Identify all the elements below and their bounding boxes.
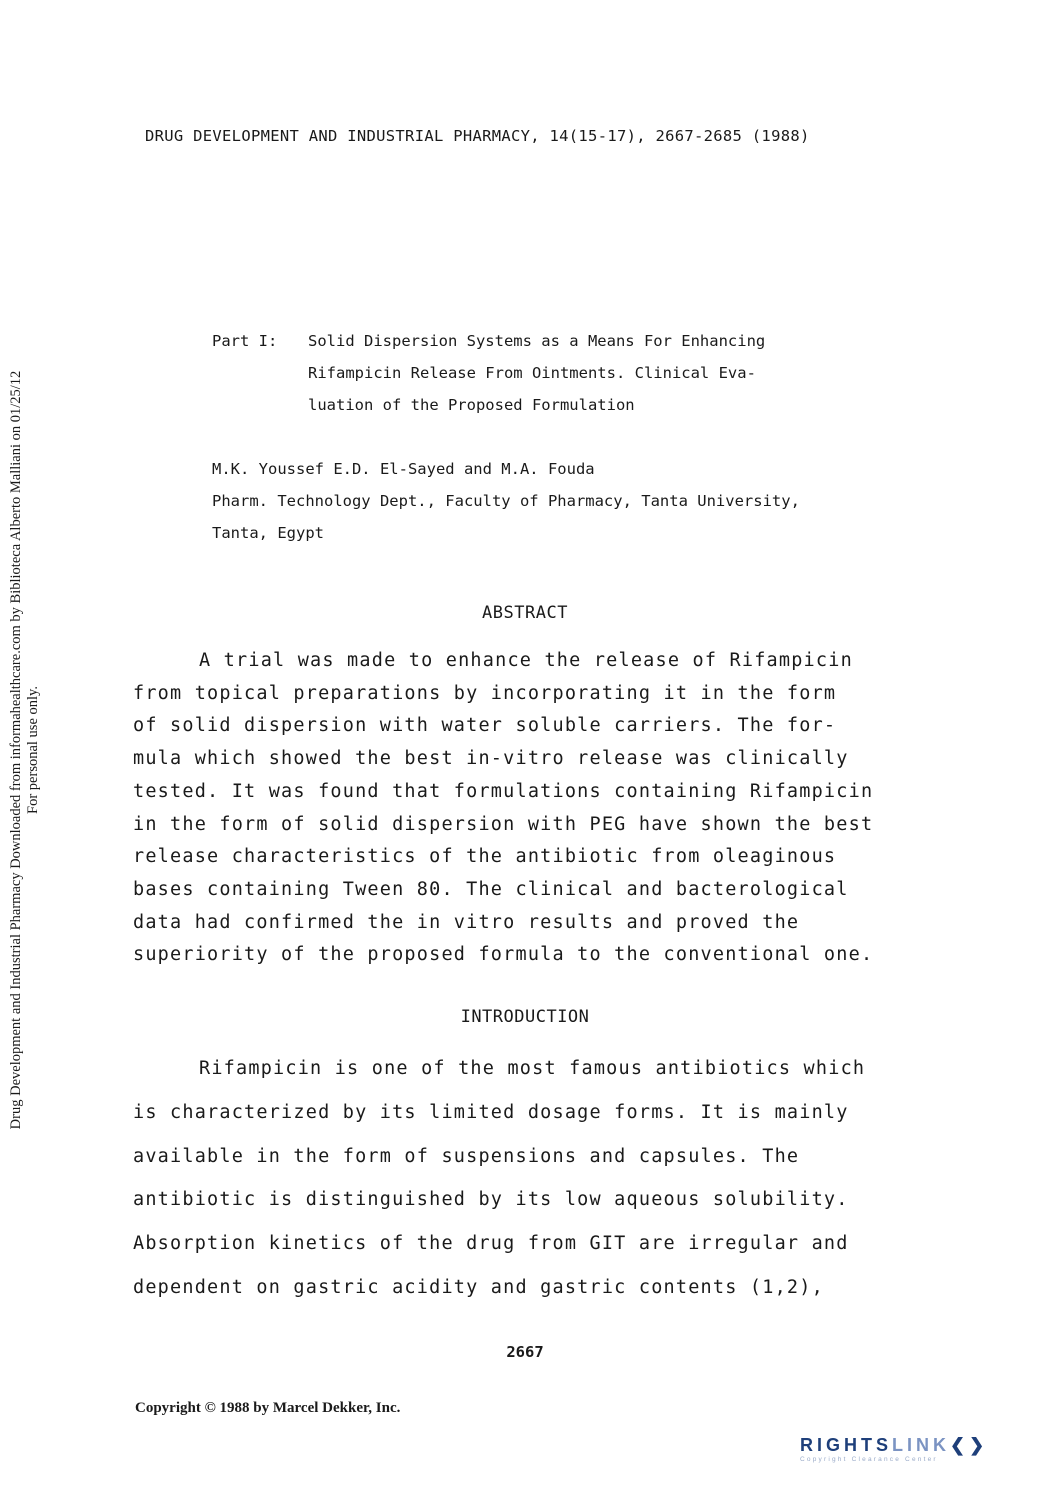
download-notice-line: Drug Development and Industrial Pharmacy Downloaded from informahealthcare.com by Biblioteca Alberto Malliani on 01/25/12 [8,370,24,1130]
abstract-line: from topical preparations by incorporating it in the form [133,682,837,704]
abstract-heading: ABSTRACT [482,603,568,623]
title-line: Solid Dispersion Systems as a Means For Enhancing [308,332,766,350]
abstract-line: tested. It was found that formulations containing Rifampicin [133,780,874,802]
introduction-line: antibiotic is distinguished by its low aqueous solubility. [133,1189,849,1211]
introduction-heading: INTRODUCTION [460,1007,590,1027]
abstract-line: of solid dispersion with water soluble carriers. The for- [133,715,837,737]
title-line: Rifampicin Release From Ointments. Clinical Eva- [308,364,756,382]
abstract-line: superiority of the proposed formula to the conventional one. [133,944,874,966]
introduction-line: is characterized by its limited dosage forms. It is mainly [133,1101,849,1123]
abstract-line: data had confirmed the in vitro results and proved the [133,911,800,933]
rightslink-dark-text: RIGHTS [800,1435,893,1455]
affiliation-line: Pharm. Technology Dept., Faculty of Pharmacy, Tanta University, [212,492,800,510]
introduction-body [133,1047,933,1310]
title-part-label: Part I: [212,332,278,350]
copyright-notice: Copyright © 1988 by Marcel Dekker, Inc. [135,1400,401,1416]
rightslink-arrow-icon: ❮❯ [950,1435,989,1455]
journal-header: DRUG DEVELOPMENT AND INDUSTRIAL PHARMACY, 14(15-17), 2667-2685 (1988) [145,127,810,145]
introduction-line: Rifampicin is one of the most famous antibiotics which [199,1058,866,1079]
abstract-line: bases containing Tween 80. The clinical and bacterological [133,878,849,900]
download-notice [8,310,42,1190]
abstract-line: mula which showed the best in-vitro release was clinically [133,748,849,770]
personal-use-notice: For personal use only. [25,686,41,814]
introduction-line: Absorption kinetics of the drug from GIT are irregular and [133,1233,849,1255]
abstract-line: A trial was made to enhance the release of Rifampicin [199,650,853,671]
article-title [212,325,765,421]
abstract-line: in the form of solid dispersion with PEG have shown the best [133,813,874,835]
abstract-line: release characteristics of the antibiotic from oleaginous [133,846,837,868]
rightslink-subtitle: Copyright Clearance Center [800,1456,938,1463]
rightslink-logo[interactable] [800,1435,1030,1471]
page-number: 2667 [506,1343,544,1361]
author-names: M.K. Youssef E.D. El-Sayed and M.A. Fouda [212,460,595,478]
introduction-line: dependent on gastric acidity and gastric contents (1,2), [133,1276,824,1298]
author-block [212,453,800,549]
abstract-body [133,645,933,972]
title-line: luation of the Proposed Formulation [308,396,635,414]
introduction-line: available in the form of suspensions and capsules. The [133,1145,800,1167]
affiliation-line: Tanta, Egypt [212,524,324,542]
rightslink-light-text: LINK [892,1435,951,1455]
